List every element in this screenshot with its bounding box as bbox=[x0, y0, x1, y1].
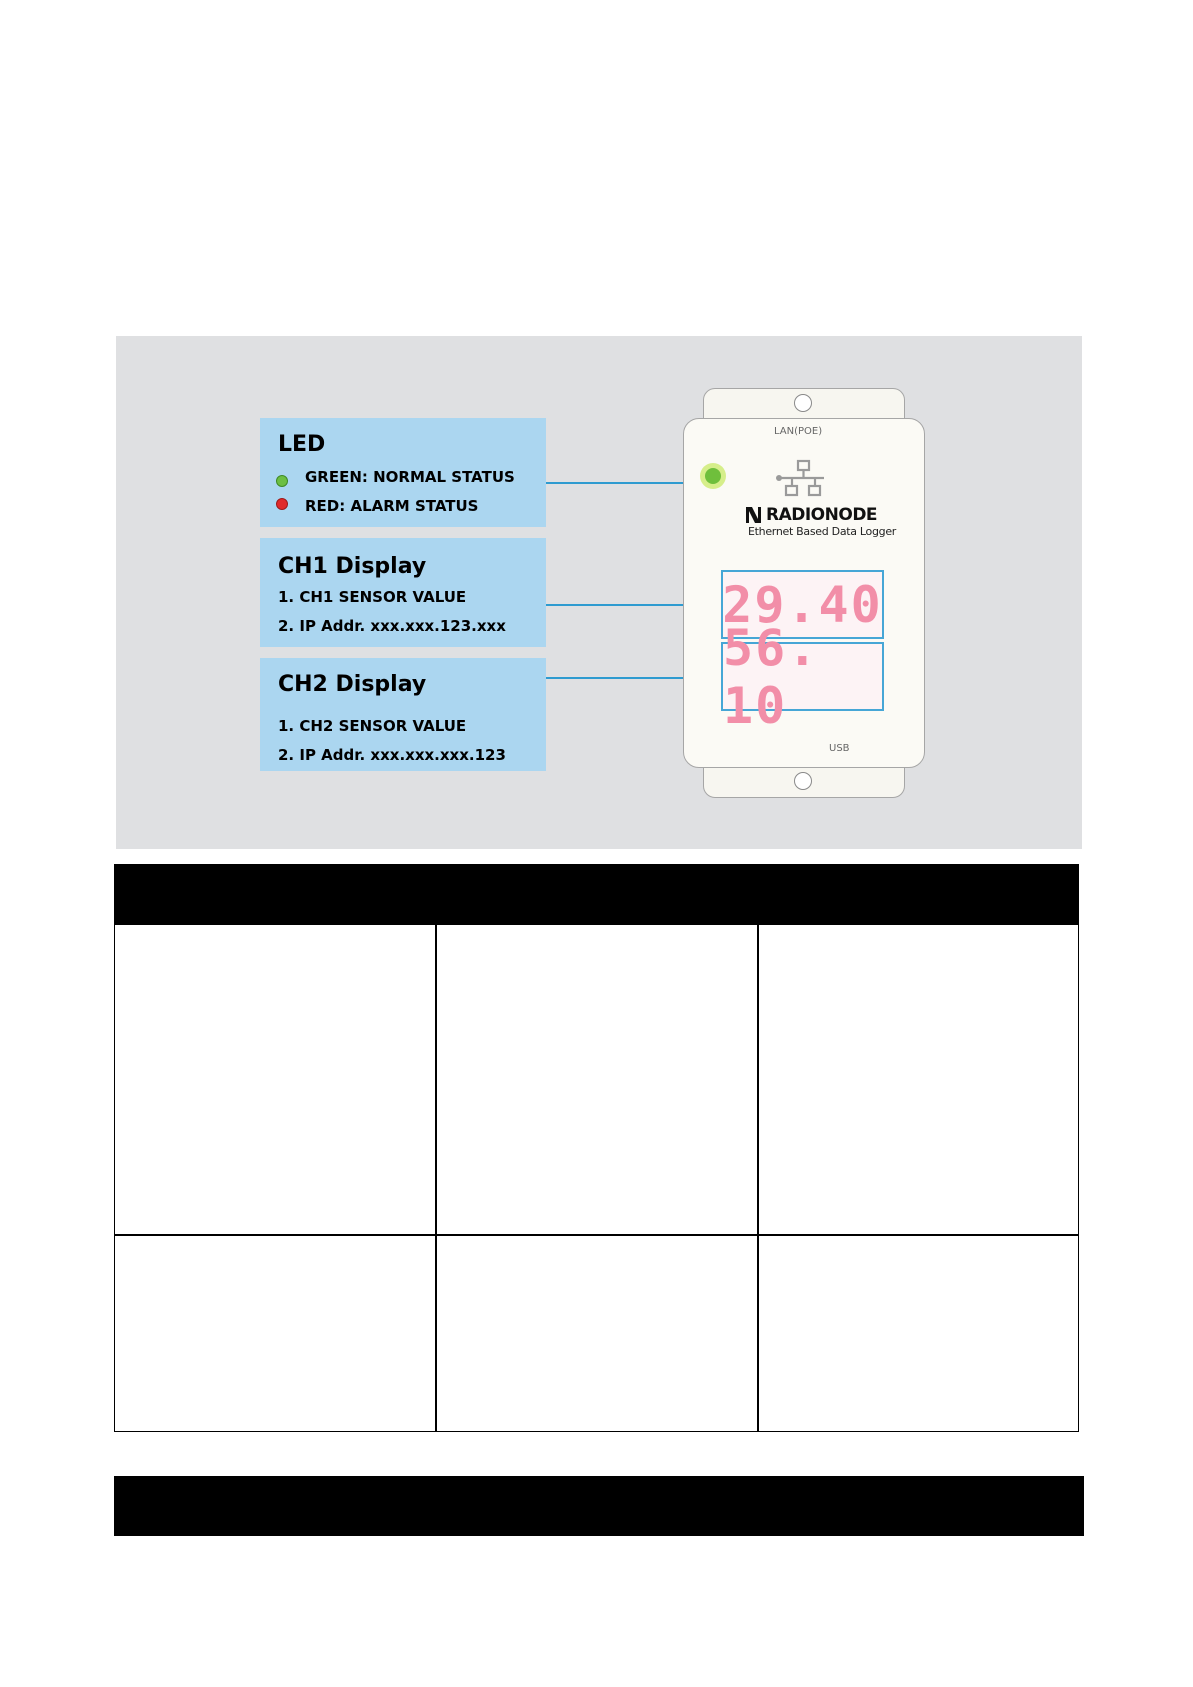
ch2-display bbox=[721, 618, 884, 735]
led-green-label: GREEN: NORMAL STATUS bbox=[305, 468, 515, 486]
bottom-mounting-hole bbox=[794, 772, 812, 790]
device-body bbox=[683, 418, 925, 768]
table-column-divider bbox=[435, 924, 437, 1432]
ch2-line-2: 2. IP Addr. xxx.xxx.xxx.123 bbox=[278, 746, 506, 764]
table-header-bar bbox=[114, 864, 1079, 925]
lan-port-label: LAN(POE) bbox=[774, 426, 823, 437]
spec-table bbox=[114, 924, 1079, 1432]
green-dot-icon bbox=[276, 475, 288, 487]
red-dot-icon bbox=[276, 498, 288, 510]
table-column-divider bbox=[757, 924, 759, 1432]
led-red-label: RED: ALARM STATUS bbox=[305, 497, 479, 515]
ch1-callout bbox=[260, 538, 546, 647]
second-table-header-bar bbox=[114, 1476, 1084, 1536]
status-led bbox=[705, 468, 721, 484]
device-diagram bbox=[116, 336, 1082, 849]
radionode-logo bbox=[746, 507, 761, 523]
ch1-line-2: 2. IP Addr. xxx.xxx.123.xxx bbox=[278, 617, 506, 635]
led-callout bbox=[260, 418, 546, 527]
ch2-callout-title: CH2 Display bbox=[278, 672, 427, 697]
usb-port-label: USB bbox=[829, 743, 850, 754]
top-mounting-hole bbox=[794, 394, 812, 412]
ch2-callout bbox=[260, 658, 546, 771]
ch2-line-1: 1. CH2 SENSOR VALUE bbox=[278, 717, 467, 735]
ch1-display-value: 29.40 bbox=[722, 575, 883, 634]
brand-name: RADIONODE bbox=[766, 505, 878, 525]
led-leader-line bbox=[546, 482, 696, 484]
network-icon bbox=[774, 459, 834, 501]
ch1-line-1: 1. CH1 SENSOR VALUE bbox=[278, 588, 467, 606]
ch2-display-value: 56. 10 bbox=[723, 618, 820, 735]
table-row-divider bbox=[114, 1234, 1079, 1236]
brand-subtitle: Ethernet Based Data Logger bbox=[748, 525, 897, 538]
led-callout-title: LED bbox=[278, 432, 326, 457]
ch1-callout-title: CH1 Display bbox=[278, 554, 427, 579]
